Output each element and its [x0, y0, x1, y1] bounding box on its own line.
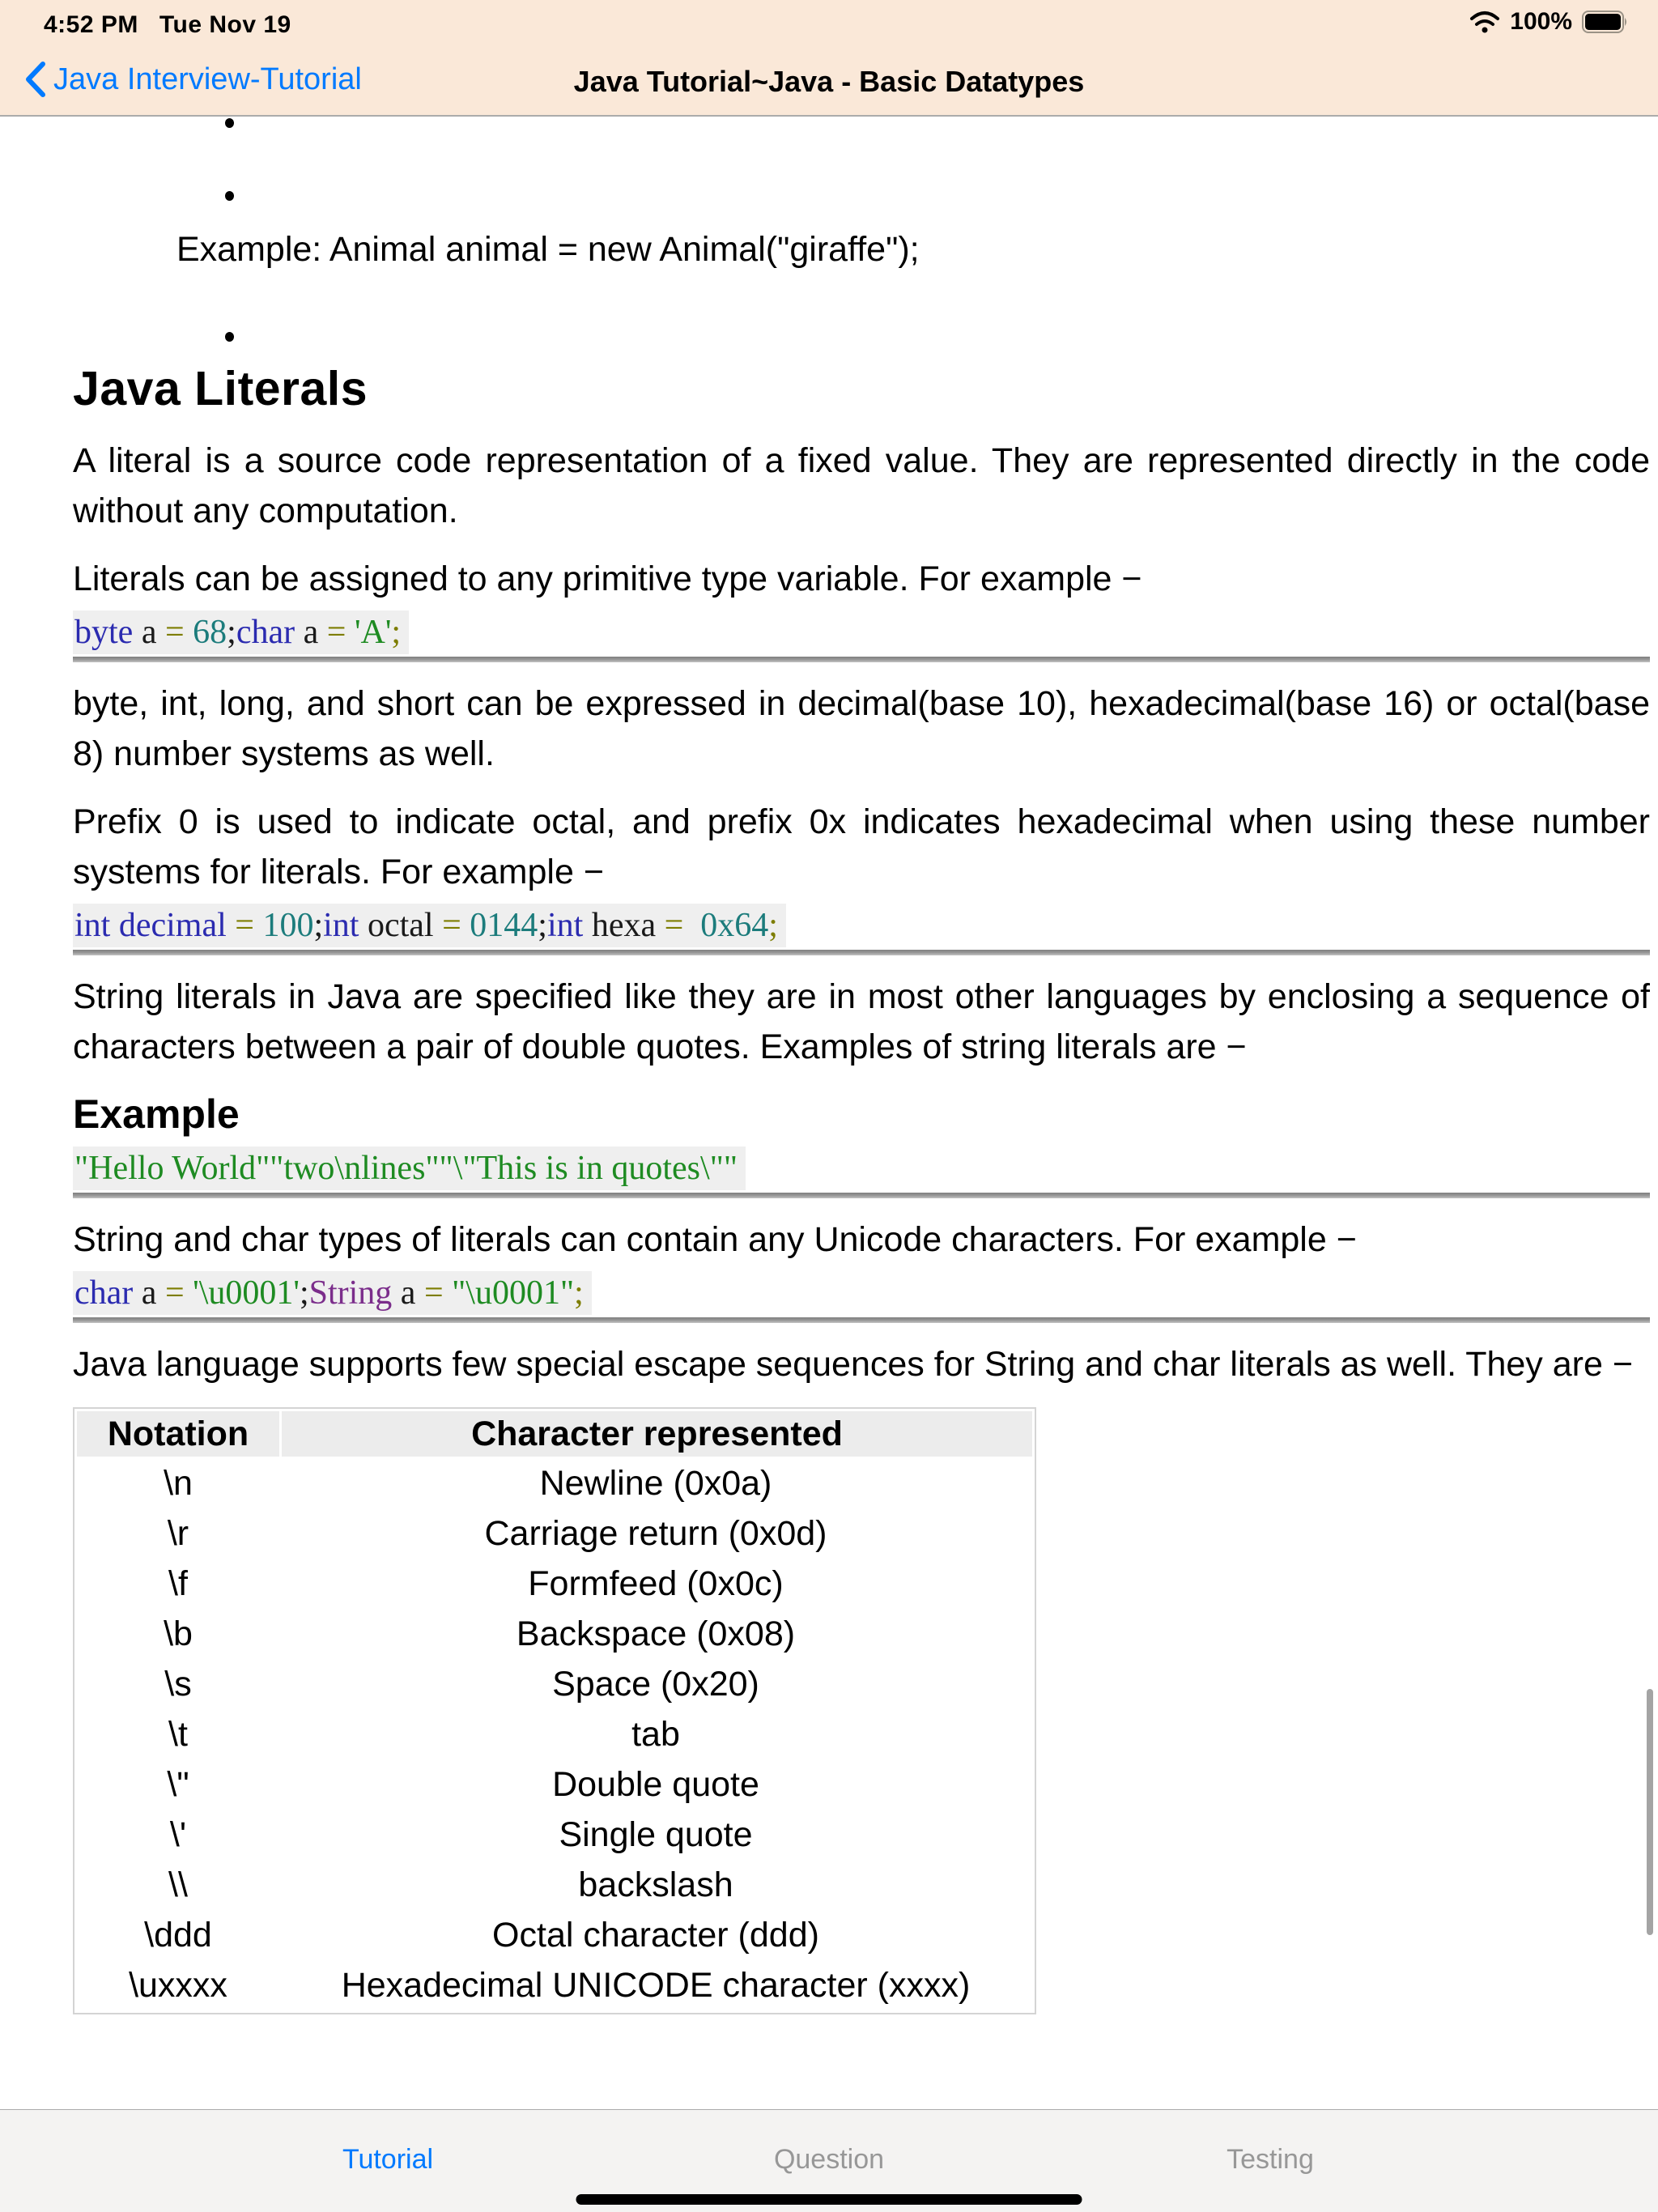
character-cell: backslash: [578, 1865, 733, 1904]
table-row: [77, 1810, 1032, 1860]
code-divider: [73, 657, 1650, 662]
section-heading-example: Example: [73, 1091, 240, 1137]
code-text: [73, 904, 786, 947]
character-cell: tab: [631, 1714, 680, 1754]
code-token: '\u0001': [184, 1274, 300, 1312]
status-date: Tue Nov 19: [159, 11, 291, 38]
notation-cell: \': [169, 1814, 187, 1854]
notation-cell: \uxxxx: [129, 1965, 227, 2005]
code-token: =: [164, 614, 185, 651]
character-cell: Octal character (ddd): [492, 1915, 819, 1955]
back-button-label: Java Interview-Tutorial: [53, 62, 362, 96]
code-line-3: [73, 1146, 1650, 1198]
character-cell: Space (0x20): [552, 1664, 759, 1704]
code-text: [73, 1271, 592, 1315]
code-token: ;: [768, 907, 778, 944]
character-cell: Backspace (0x08): [516, 1614, 796, 1653]
table-row: [77, 1709, 1032, 1759]
code-token: ;: [574, 1274, 584, 1312]
paragraph-2: Literals can be assigned to any primitive type variable. For example −: [73, 559, 1142, 598]
home-indicator[interactable]: [576, 2194, 1082, 2205]
code-line-4: [73, 1271, 1650, 1323]
status-time: 4:52 PM: [44, 11, 138, 38]
tab-bar: [0, 2109, 1658, 2212]
code-token: 0144: [461, 907, 538, 944]
table-row: [77, 1960, 1032, 2010]
notation-cell: \n: [164, 1463, 193, 1503]
code-divider: [73, 1317, 1650, 1323]
nav-bar: [0, 45, 1658, 115]
code-token: a: [392, 1274, 424, 1312]
code-token: char: [236, 614, 295, 651]
tab-testing[interactable]: Testing: [1226, 2144, 1314, 2175]
code-token: =: [235, 907, 254, 944]
table-header-cell: Character represented: [282, 1411, 1032, 1457]
code-token: a: [295, 614, 327, 651]
battery-percent-label: 100%: [1510, 8, 1572, 35]
code-token: =: [164, 1274, 185, 1312]
code-token: a: [133, 1274, 165, 1312]
code-token: octal: [359, 907, 443, 944]
code-token: =: [442, 907, 461, 944]
code-token: 0x64: [683, 907, 769, 944]
character-cell: Double quote: [552, 1764, 759, 1804]
notation-cell: \t: [168, 1714, 188, 1754]
code-token: "\u0001": [443, 1274, 575, 1312]
code-token: ;: [299, 1274, 309, 1312]
table-row: [77, 1659, 1032, 1709]
notation-cell: \f: [168, 1563, 188, 1603]
escape-table-header: [77, 1411, 1032, 1457]
paragraph-3: byte, int, long, and short can be expressed in decimal(base 10), hexadecimal(base 16) or octal(base 8) number systems as well.: [73, 684, 1650, 773]
notation-cell: \": [167, 1764, 189, 1804]
paragraph-7: Java language supports few special escape sequences for String and char literals as well. They are −: [73, 1345, 1633, 1384]
code-token: "Hello World""two\nlines""\"This is in quotes\"": [74, 1150, 738, 1187]
code-token: int: [323, 907, 359, 944]
character-cell: Single quote: [559, 1814, 753, 1854]
code-token: int decimal: [74, 907, 236, 944]
code-token: ;: [391, 614, 402, 651]
code-divider: [73, 1193, 1650, 1198]
notation-cell: \s: [164, 1664, 192, 1704]
table-row: [77, 1609, 1032, 1659]
character-cell: Carriage return (0x0d): [484, 1513, 827, 1553]
status-bar-right: [1469, 8, 1629, 36]
code-token: 100: [253, 907, 314, 944]
code-token: hexa: [583, 907, 665, 944]
battery-full-icon: [1582, 11, 1629, 33]
code-token: a: [133, 614, 165, 651]
paragraph-1: A literal is a source code representation of a fixed value. They are represented directly in the code without any computation.: [73, 441, 1650, 530]
code-token: ;: [538, 907, 547, 944]
notation-cell: \ddd: [144, 1915, 212, 1955]
list-bullet: [225, 332, 234, 342]
table-header-cell: Notation: [77, 1411, 279, 1457]
code-line-2: [73, 904, 1650, 955]
table-row: [77, 1508, 1032, 1559]
status-bar-left: [44, 11, 291, 39]
section-heading-java-literals: Java Literals: [73, 362, 368, 415]
notation-cell: \r: [167, 1513, 189, 1553]
paragraph-5: String literals in Java are specified like they are in most other languages by enclosing a sequence of characters between a pair of double quotes. Examples of string literals are −: [73, 977, 1650, 1066]
paragraph-6: String and char types of literals can contain any Unicode characters. For example −: [73, 1220, 1357, 1259]
vertical-scrollbar[interactable]: [1647, 1689, 1653, 1935]
code-token: =: [664, 907, 684, 944]
code-token: String: [308, 1274, 393, 1312]
code-token: ;: [313, 907, 324, 944]
paragraph-4: Prefix 0 is used to indicate octal, and prefix 0x indicates hexadecimal when using these number systems for literals. For example −: [73, 802, 1650, 891]
page-title: Java Tutorial~Java - Basic Datatypes: [573, 65, 1085, 98]
code-divider: [73, 950, 1650, 955]
table-row: [77, 1759, 1032, 1810]
table-row: [77, 1458, 1032, 1508]
character-cell: Hexadecimal UNICODE character (xxxx): [341, 1965, 971, 2005]
code-token: ;: [227, 614, 236, 651]
wifi-icon: [1469, 10, 1500, 34]
table-row: [77, 1559, 1032, 1609]
notation-cell: \b: [164, 1614, 193, 1653]
code-token: int: [546, 907, 584, 944]
code-token: 'A': [346, 614, 392, 651]
list-bullet: [225, 118, 234, 128]
character-cell: Newline (0x0a): [539, 1463, 772, 1503]
escape-table: [73, 1407, 1036, 2014]
code-token: byte: [74, 614, 134, 651]
animal-example-line: Example: Animal animal = new Animal("giraffe");: [176, 230, 920, 269]
table-row: [77, 1910, 1032, 1960]
tab-tutorial[interactable]: Tutorial: [342, 2144, 434, 2175]
notation-cell: \\: [168, 1865, 188, 1904]
code-token: char: [74, 1274, 134, 1312]
tabs-container: [0, 2110, 1658, 2176]
lead-list: [73, 117, 1650, 359]
escape-table-body: [77, 1458, 1032, 2010]
code-line-1: [73, 610, 1650, 662]
code-token: 68: [184, 614, 227, 651]
list-bullet: [225, 191, 234, 201]
character-cell: Formfeed (0x0c): [528, 1563, 784, 1603]
code-text: [73, 610, 409, 654]
code-text: [73, 1146, 746, 1190]
content-area: [0, 117, 1658, 2109]
tab-question[interactable]: Question: [773, 2144, 885, 2175]
code-token: =: [326, 614, 346, 651]
table-row: [77, 1860, 1032, 1910]
app-header: [0, 0, 1658, 117]
code-token: =: [423, 1274, 444, 1312]
